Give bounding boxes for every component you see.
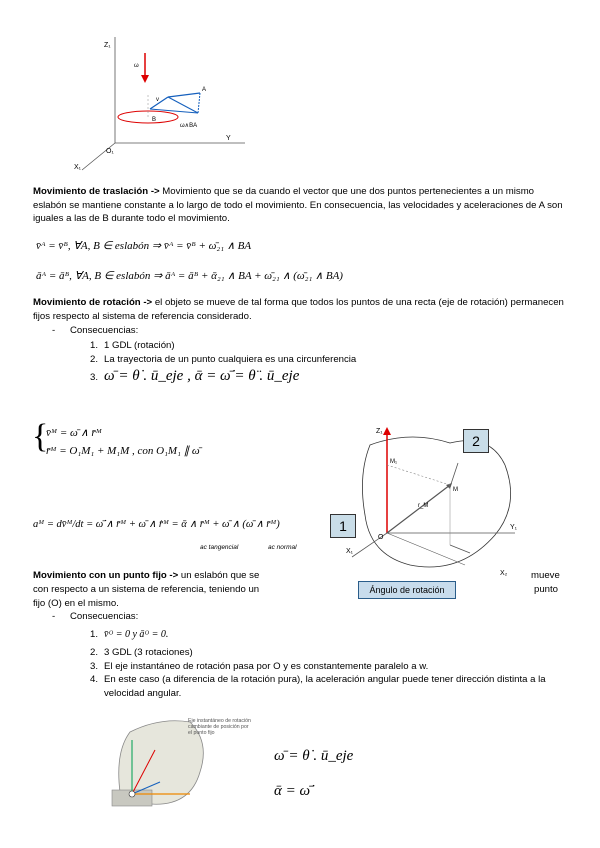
translation-paragraph: Movimiento de traslación -> Movimiento que se da cuando el vector que une dos puntos pertenecientes a un mismo eslabón se mantiene constante a lo largo de todo el movimiento. En consecuencia, las velocidades y aceleraciones de A son iguales a las de B durante todo el movimiento. — [33, 186, 563, 225]
box-2: 2 — [463, 429, 489, 453]
fig1-a-label: A — [202, 87, 207, 93]
translation-text: Movimiento que se da cuando el vector que une dos puntos pertenecientes a un mismo eslabón se mantiene constante a lo largo de todo el movimiento. En consecuencia, las velocidades y aceleraciones de A son iguales a las de B durante todo el movimiento. — [33, 186, 563, 225]
rotation-angle-label: Ángulo de rotación — [358, 581, 456, 599]
brace-icon: { — [32, 418, 49, 455]
list-item: 2. 3 GDL (3 rotaciones) — [89, 646, 193, 658]
fixed-point-list — [82, 628, 552, 701]
list-item: 2. La trayectoria de un punto cualquiera es una circunferencia — [89, 353, 357, 365]
fig1-v-label: v — [156, 97, 159, 103]
rotation-figure — [340, 425, 540, 585]
rotation-text: el objeto se mueve de tal forma que todos los puntos de una recta (eje de rotación) permanecen fijos respecto al sistema de referencia considerado. — [33, 297, 564, 322]
fixed-point-eq-alpha: ᾱ = ω̄̇ — [274, 783, 311, 799]
fig2-m-label: M — [453, 487, 458, 493]
fig1-x-label: X₁ — [74, 164, 82, 171]
list-item: 3. ω̄ = θ̇ . ū_eje , ᾱ = ω̄̇ = θ̈ . ū_eje — [89, 367, 300, 384]
rotation-consequences: - Consecuencias: — [52, 325, 139, 336]
fig3-note: Eje instantáneo de rotación cambiante de posición por el punto fijo — [188, 718, 251, 736]
fig2-x-label: X₁ — [346, 548, 354, 555]
translation-title: Movimiento de traslación — [33, 186, 149, 197]
list-item: 3. El eje instantáneo de rotación pasa por O y es constantemente paralelo a w. — [89, 660, 429, 672]
fig1-omega-label: ω — [134, 63, 139, 69]
fig1-cross-label: ω∧BA — [180, 123, 198, 129]
fig1-z-label: Z₁ — [104, 42, 111, 49]
list-item: 1. 1 GDL (rotación) — [89, 340, 175, 351]
translation-eq2: āᴬ = āᴮ, ∀A, B ∈ eslabón ⇒ āᴬ = āᴮ + ᾱ₂₁ ∧ BA + ω̄₂₁ ∧ (ω̄₂₁ ∧ BA) — [36, 270, 343, 282]
translation-figure — [70, 35, 270, 180]
fixed-point-line1: Movimiento con un punto fijo -> un eslabón que se — [33, 570, 260, 581]
fixed-point-eq-omega: ω̄ = θ̇ . ū_eje — [274, 748, 354, 764]
system-eq2: r̄ᴹ = O₁M₁ + M₁M , con O₁M₁ ∥ ω̄ — [46, 445, 200, 457]
ac-tangencial-label: ac tangencial — [200, 544, 239, 551]
fig1-y-label: Y — [226, 135, 231, 142]
fig2-o-label: O — [378, 534, 384, 541]
fixed-point-line3: fijo (O) en el mismo. — [33, 598, 119, 609]
list-item: 4. En este caso (a diferencia de la rotación pura), la aceleración angular puede tener dirección distinta a la velocidad angular. — [89, 674, 546, 700]
system-eq1: v̄ᴹ = ω̄ ∧ r̄ᴹ — [46, 427, 102, 439]
fig2-r-label: r_M — [418, 503, 429, 509]
fixed-point-word-mueve: mueve — [531, 570, 560, 581]
fig2-z-label: Z₁ — [376, 428, 383, 435]
fixed-point-title: Movimiento con un punto fijo — [33, 570, 167, 581]
rotation-title: Movimiento de rotación — [33, 297, 141, 308]
rotation-list — [82, 339, 356, 384]
fig2-m1-label: M₁ — [390, 459, 398, 465]
rotation-accel-eq: aᴹ = dv̄ᴹ/dt = ω̄̇ ∧ r̄ᴹ + ω̄ ∧ r̄̇ᴹ = ᾱ ∧ r̄ᴹ + ω̄ ∧ (ω̄ ∧ r̄ᴹ) — [33, 519, 280, 530]
list-item: 1. v̄ᴼ = 0 y āᴼ = 0. — [89, 629, 169, 640]
ac-normal-label: ac normal — [268, 544, 297, 551]
box-1: 1 — [330, 514, 356, 538]
fixed-point-figure — [110, 712, 260, 812]
fixed-point-line2: con respecto a un sistema de referencia, teniendo un — [33, 584, 260, 595]
fixed-point-word-punto: punto — [534, 584, 559, 595]
fig2-y-label: Y₁ — [510, 524, 518, 531]
fig2-x2-label: X₂ — [500, 570, 508, 577]
fig1-o-label: O₁ — [106, 148, 114, 155]
fig1-b-label: B — [152, 117, 157, 123]
rotation-paragraph: Movimiento de rotación -> el objeto se mueve de tal forma que todos los puntos de una recta (eje de rotación) permanecen fijos respecto al sistema de referencia considerado. — [33, 297, 564, 322]
fixed-point-consequences: - Consecuencias: — [52, 611, 139, 622]
translation-eq1: v̄ᴬ = v̄ᴮ, ∀A, B ∈ eslabón ⇒ v̄ᴬ = v̄ᴮ + ω̄₂₁ ∧ BA — [36, 240, 252, 252]
